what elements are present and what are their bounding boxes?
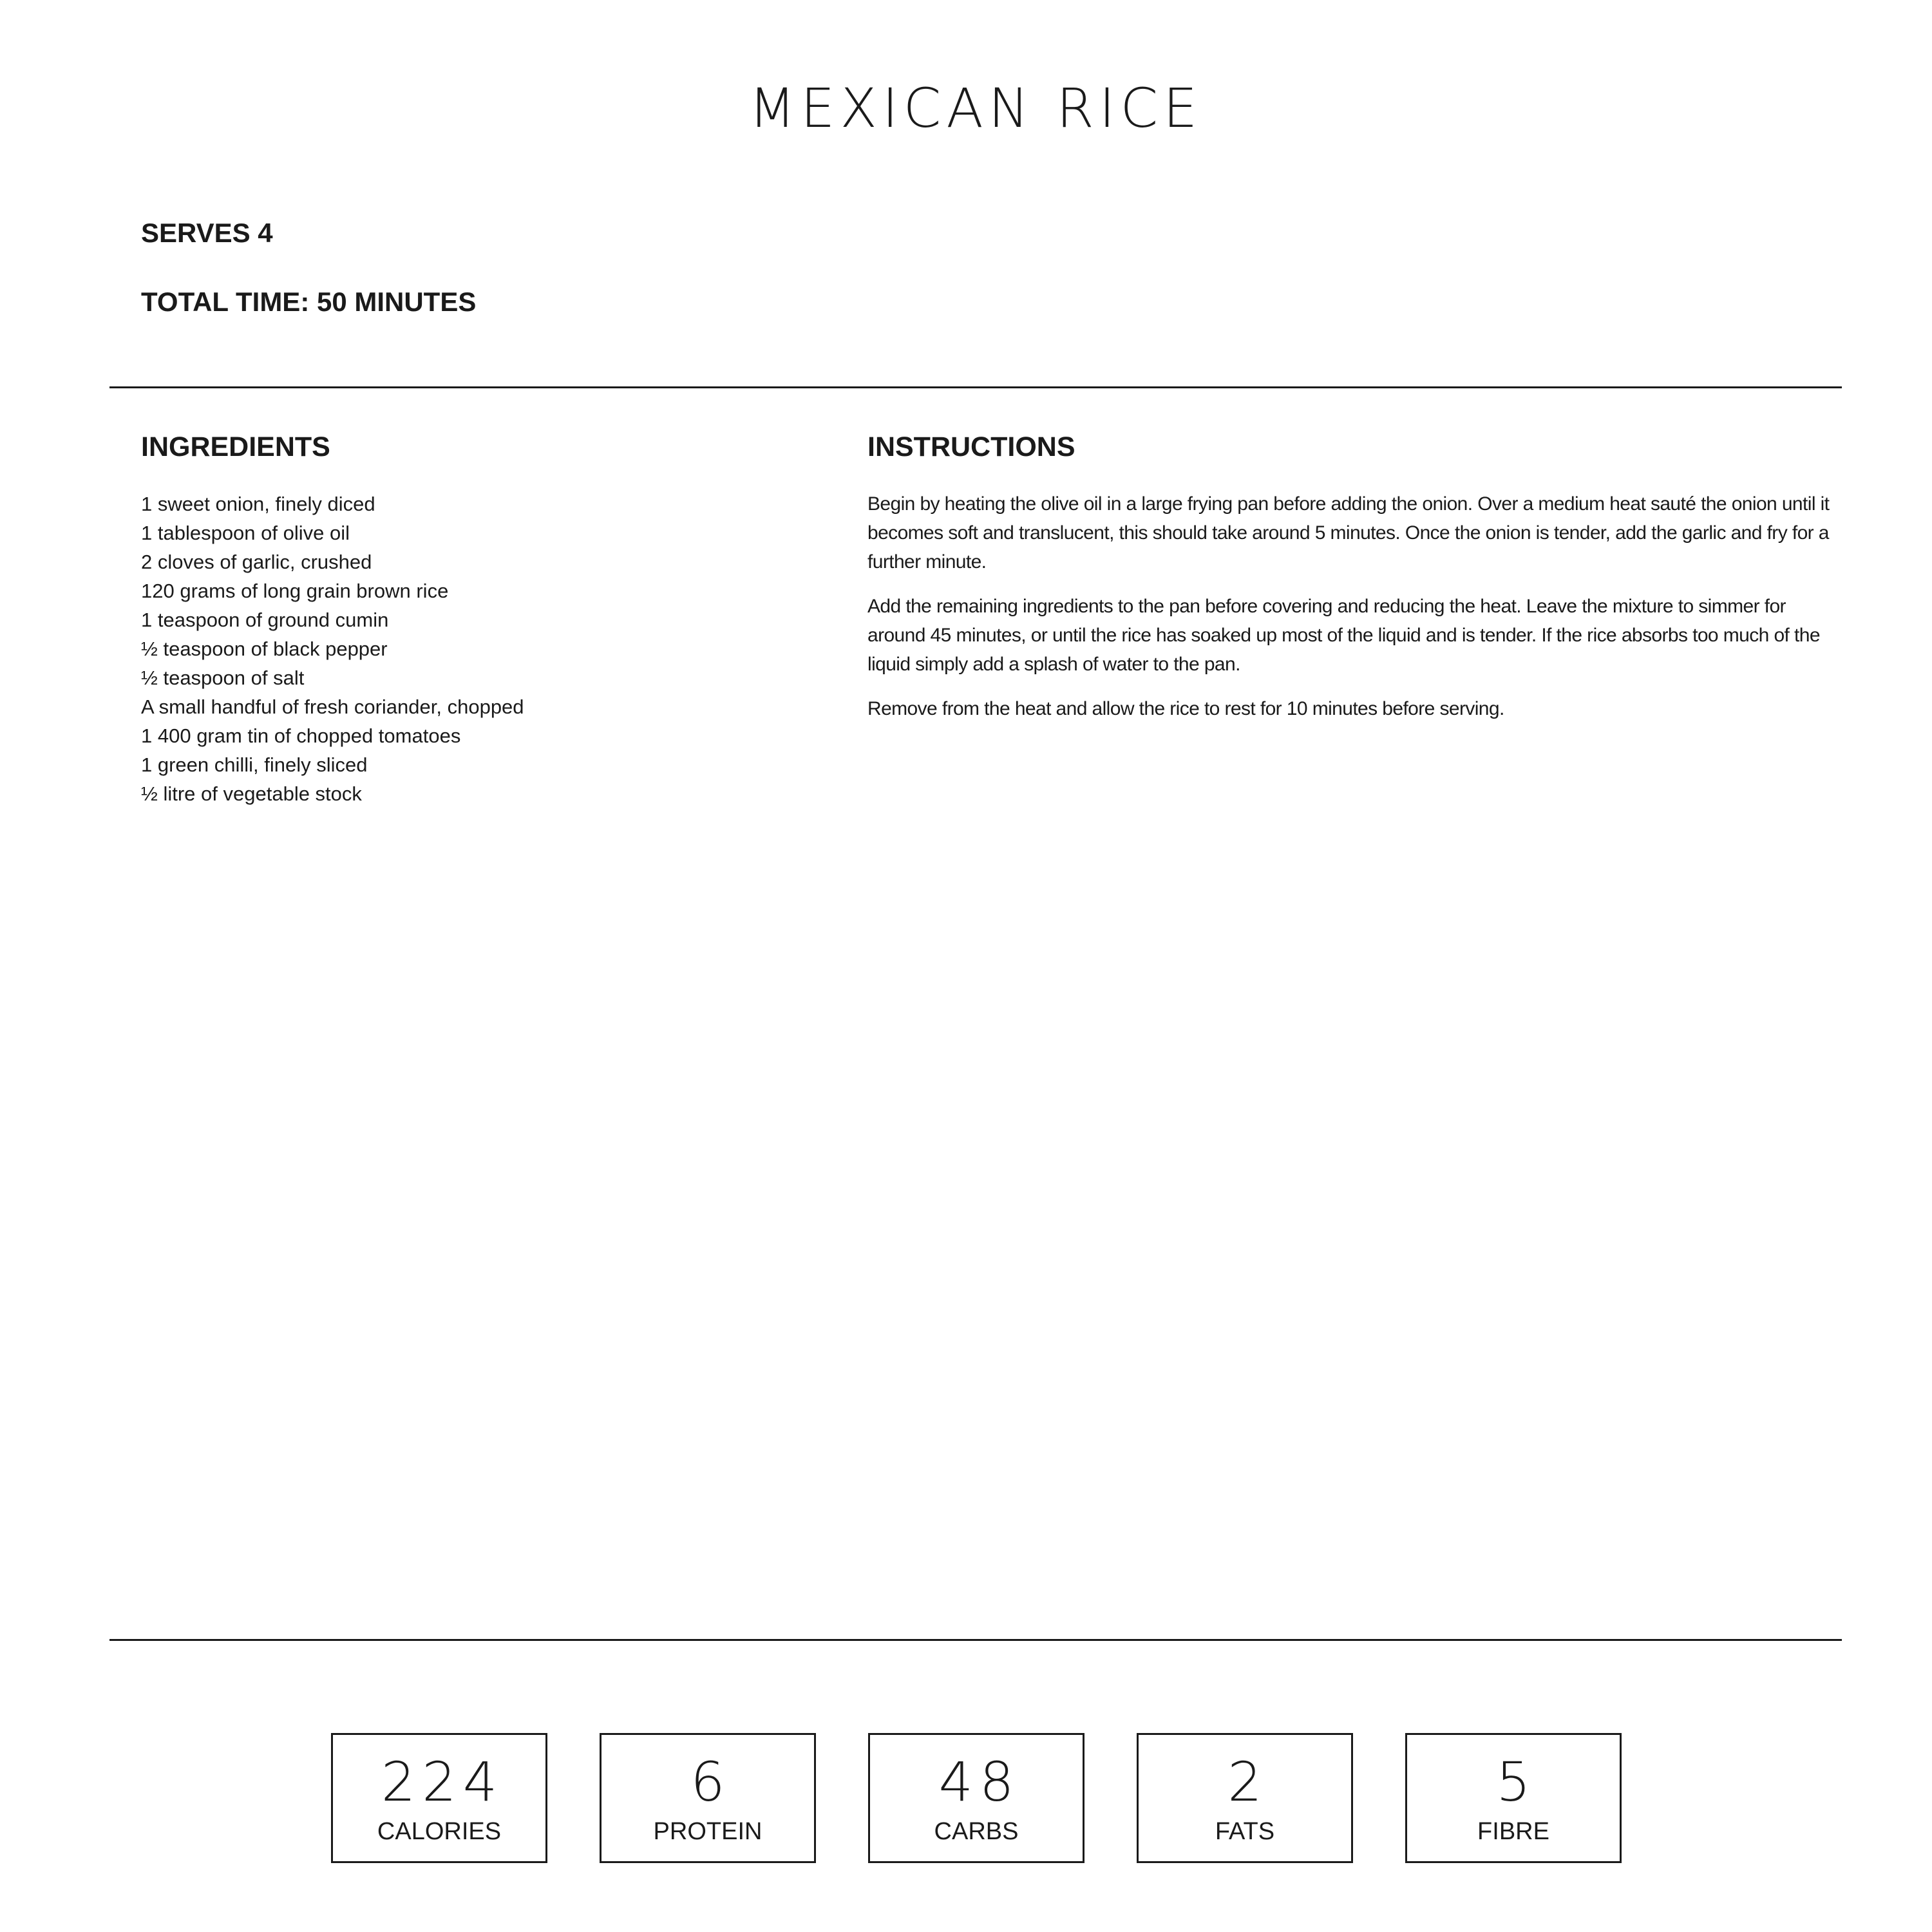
- instruction-paragraph: Remove from the heat and allow the rice to rest for 10 minutes before serving.: [867, 698, 1504, 719]
- ingredients-heading: INGREDIENTS: [141, 431, 330, 462]
- nutrition-box-calories: [331, 1733, 547, 1863]
- ingredient-item: 2 cloves of garlic, crushed: [141, 551, 372, 573]
- total-time: TOTAL TIME: 50 MINUTES: [141, 287, 477, 317]
- instruction-paragraph: Begin by heating the olive oil in a large frying pan before adding the onion. Over a medium heat sauté the onion until it becomes soft and translucent, this should take around 5 minutes. Once the onion is tender, add the garlic and fry for a further minute.: [867, 493, 1830, 573]
- instruction-paragraph: Add the remaining ingredients to the pan before covering and reducing the heat. Leave the mixture to simmer for around 45 minutes, or until the rice has soaked up most of the liquid and is tender. If the rice absorbs too much of the liquid simply add a splash of water to the pan.: [867, 596, 1820, 675]
- nutrition-label: FIBRE: [1477, 1818, 1549, 1845]
- nutrition-value: 5: [1496, 1750, 1537, 1814]
- ingredient-item: 1 green chilli, finely sliced: [141, 753, 368, 776]
- nutrition-value: 48: [938, 1750, 1021, 1814]
- nutrition-box-protein: [600, 1733, 816, 1863]
- ingredient-item: 1 sweet onion, finely diced: [141, 493, 375, 515]
- nutrition-label: CALORIES: [377, 1818, 502, 1845]
- instructions-body: [867, 489, 1843, 739]
- nutrition-value: 224: [381, 1750, 504, 1814]
- nutrition-label: PROTEIN: [653, 1818, 762, 1845]
- ingredient-item: 1 tablespoon of olive oil: [141, 522, 350, 544]
- ingredient-item: 1 teaspoon of ground cumin: [141, 609, 389, 631]
- ingredient-item: ½ teaspoon of black pepper: [141, 638, 388, 660]
- ingredient-item: 1 400 gram tin of chopped tomatoes: [141, 724, 461, 747]
- ingredient-item: ½ litre of vegetable stock: [141, 782, 362, 805]
- instructions-heading: INSTRUCTIONS: [867, 431, 1075, 462]
- ingredients-list: [141, 489, 837, 808]
- ingredient-item: ½ teaspoon of salt: [141, 667, 305, 689]
- bottom-divider: [109, 1639, 1842, 1641]
- servings: SERVES 4: [141, 218, 273, 248]
- top-divider: [109, 386, 1842, 388]
- nutrition-box-fibre: [1405, 1733, 1622, 1863]
- nutrition-box-fats: [1137, 1733, 1353, 1863]
- nutrition-label: FATS: [1215, 1818, 1275, 1845]
- nutrition-value: 2: [1227, 1750, 1269, 1814]
- nutrition-label: CARBS: [934, 1818, 1019, 1845]
- nutrition-panel: [331, 1733, 1622, 1863]
- recipe-title: MEXICAN RICE: [748, 77, 1203, 140]
- ingredient-item: A small handful of fresh coriander, chopped: [141, 696, 524, 718]
- ingredient-item: 120 grams of long grain brown rice: [141, 580, 449, 602]
- nutrition-box-carbs: [868, 1733, 1084, 1863]
- nutrition-value: 6: [690, 1750, 732, 1814]
